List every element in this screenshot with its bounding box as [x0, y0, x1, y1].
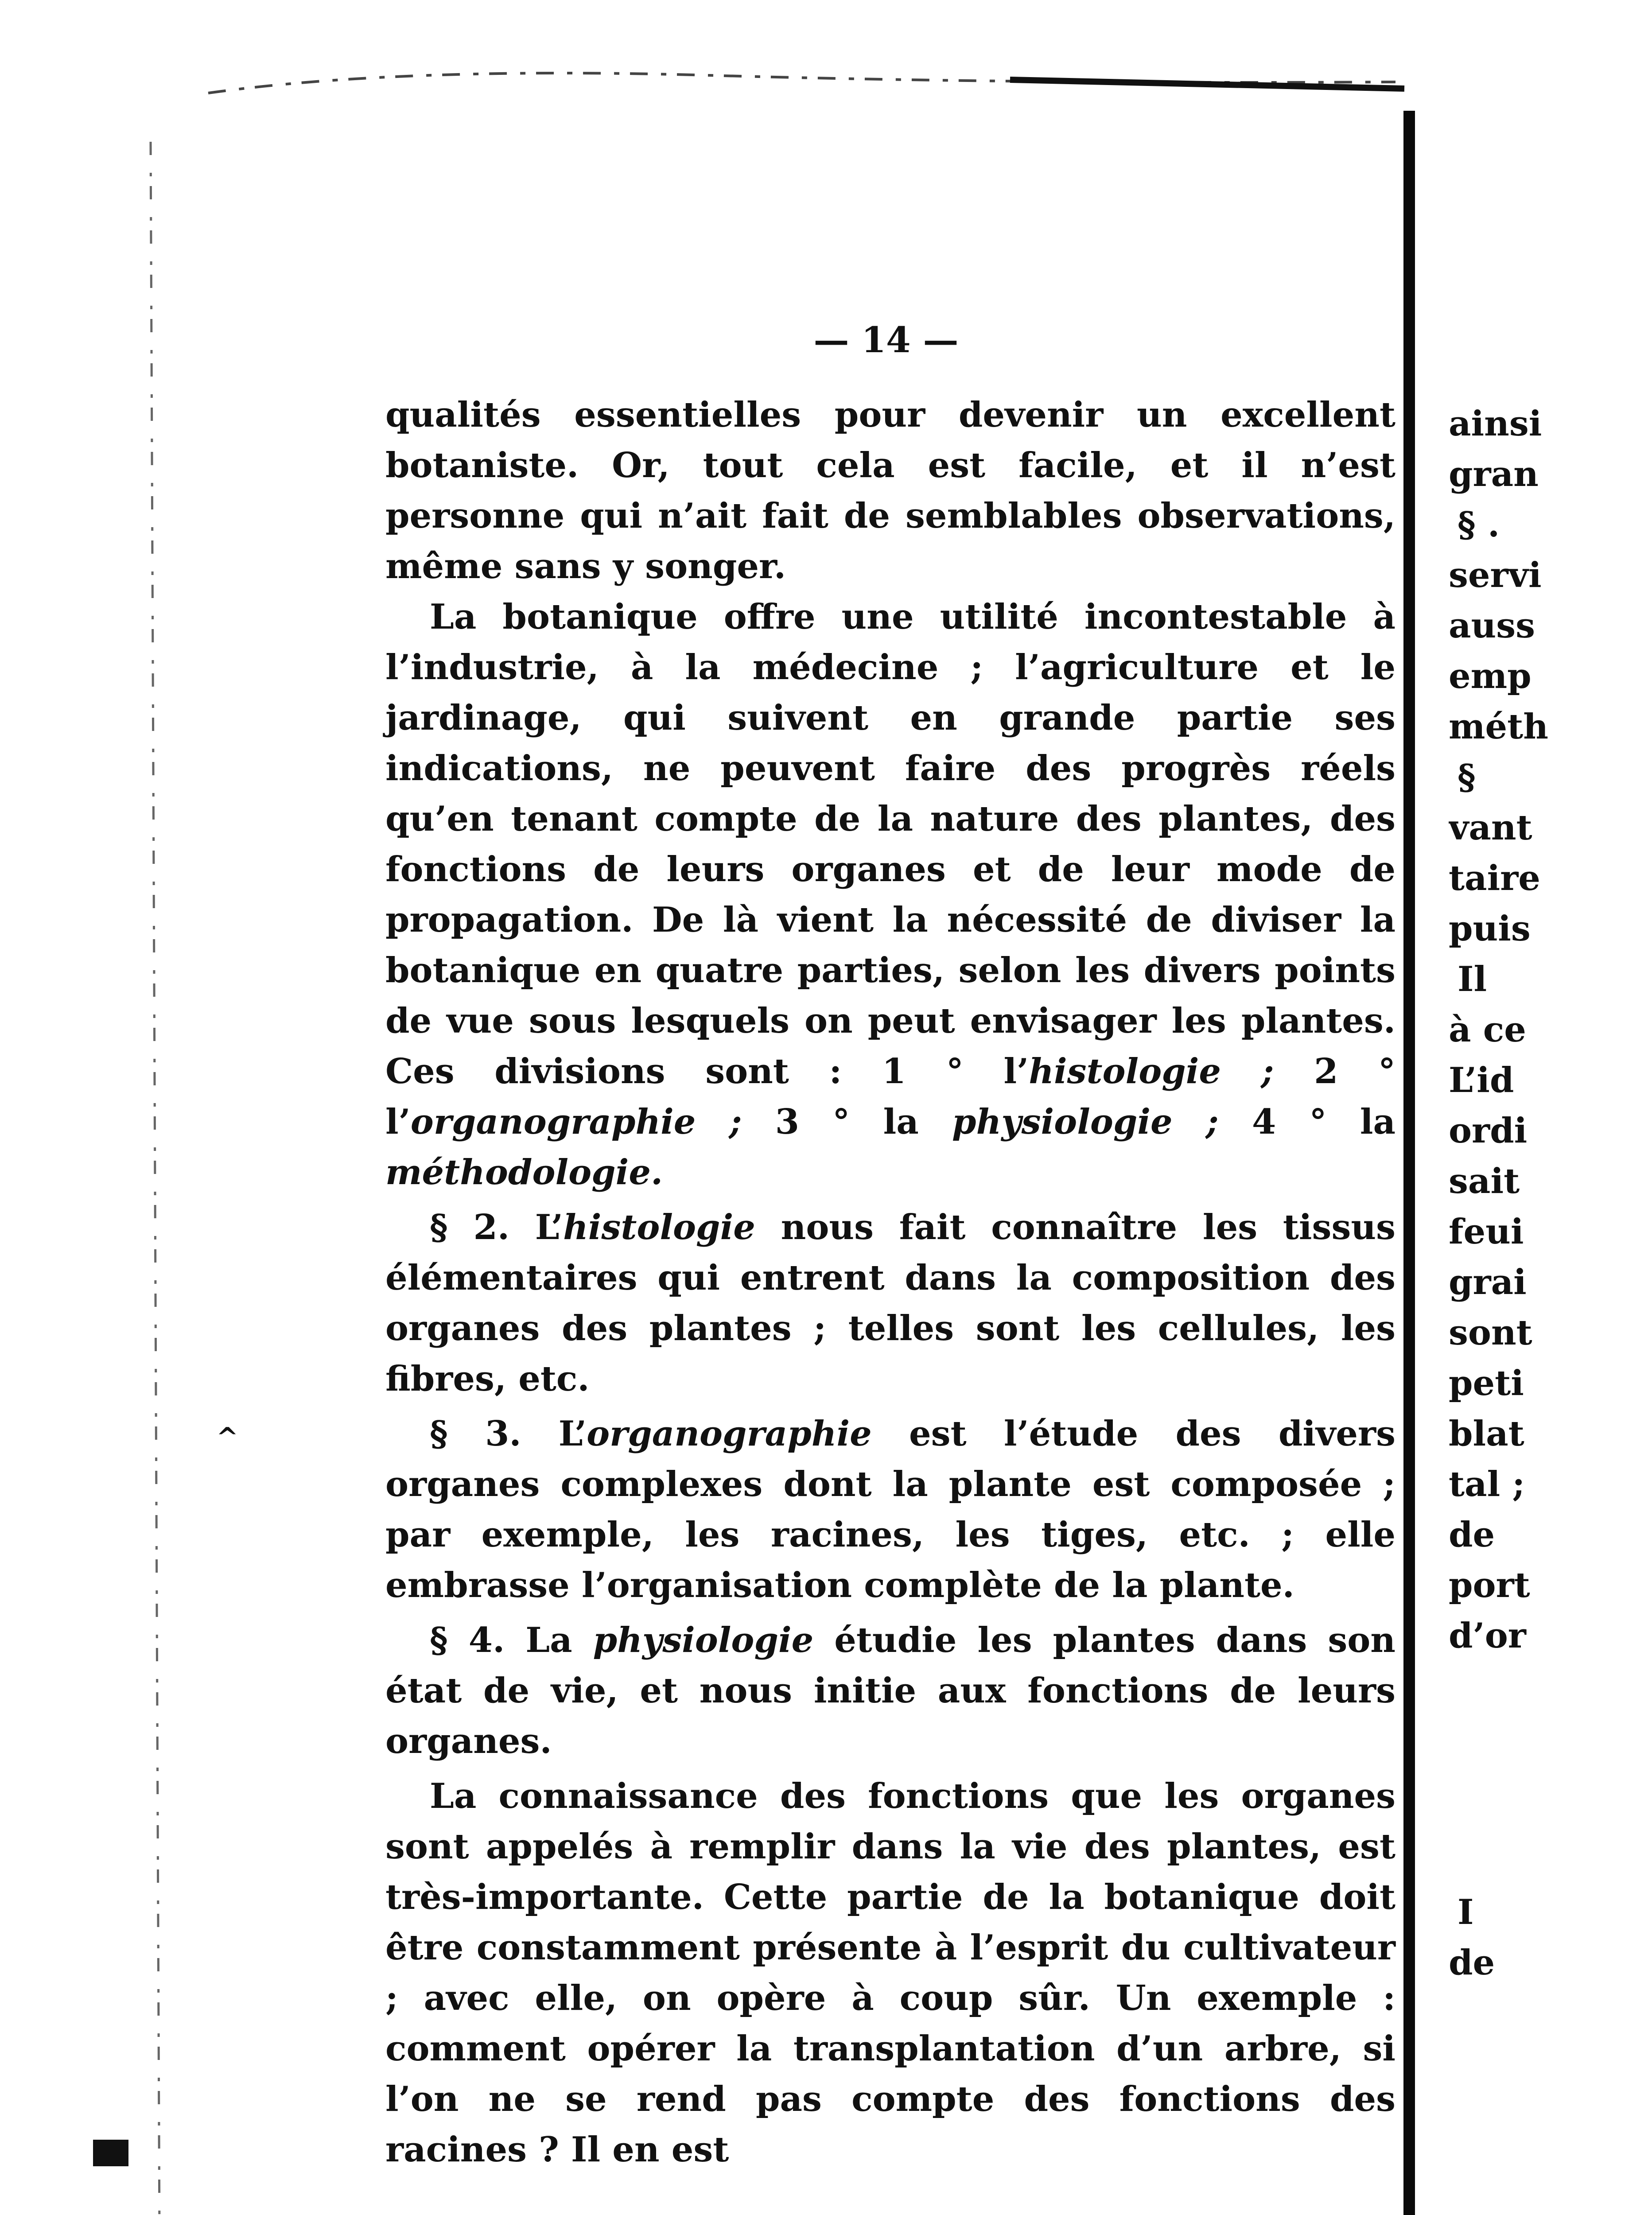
facing-fragment: de: [1449, 1943, 1495, 1983]
section-2-paragraph: [385, 1202, 1395, 1404]
term-histologie: histologie ;: [1029, 1051, 1274, 1092]
page-gutter-rule: [1403, 111, 1415, 2215]
facing-fragment: Il: [1458, 959, 1487, 999]
paragraph-2-text-c: 3 ° la: [742, 1102, 952, 1142]
paragraph-2-text-d: 4 ° la: [1218, 1102, 1395, 1142]
facing-fragment: port: [1449, 1565, 1530, 1605]
paragraph-6: La connaissance des fonctions que les organes sont appelés à remplir dans la vie des plantes, est très-importante. Cette partie de la botanique doit être constamment présente à l’esprit du cultivateur ; avec elle, on opère à coup sûr. Un exemple : comment opérer la transplantation d’un arbre, si l’on ne se rend pas compte des fonctions des racines ? Il en est: [385, 1776, 1395, 2170]
section-3-lead: § 3. L’: [430, 1414, 587, 1454]
facing-fragment: §: [1458, 757, 1476, 797]
term-methodologie: méthodologie.: [385, 1152, 663, 1193]
facing-fragment: tal ;: [1449, 1464, 1525, 1504]
facing-fragment: emp: [1449, 656, 1532, 696]
facing-fragment: à ce: [1449, 1010, 1526, 1050]
facing-page-bottom-fragments: [1449, 1887, 1617, 1988]
facing-fragment: gran: [1449, 454, 1539, 494]
facing-fragment: de: [1449, 1515, 1495, 1555]
facing-fragment: peti: [1449, 1363, 1524, 1403]
facing-fragment: taire: [1449, 858, 1540, 898]
facing-fragment: blat: [1449, 1414, 1524, 1454]
facing-fragment: servi: [1449, 555, 1542, 595]
main-text-column: [385, 390, 1395, 2175]
term-organographie: organographie ;: [410, 1102, 742, 1142]
facing-fragment: grai: [1449, 1262, 1527, 1302]
section-4-paragraph: [385, 1615, 1395, 1767]
section-4-text: étudie les plantes dans son état de vie, et nous initie aux fonctions de leurs organes.: [385, 1620, 1395, 1761]
paragraph-1: qualités essentielles pour devenir un excellent botaniste. Or, tout cela est facile, et il n’est personne qui n’ait fait de semblables observations, même sans y songer.: [385, 395, 1395, 587]
facing-fragment: auss: [1449, 606, 1535, 646]
section-3-paragraph: [385, 1409, 1395, 1611]
facing-fragment: I: [1458, 1892, 1474, 1932]
paragraph-2-text-b: 2 ° l’: [385, 1051, 1395, 1142]
section-2-lead: § 2. L’: [430, 1207, 564, 1247]
section-3-text: est l’étude des divers organes complexes dont la plante est composée ; par exemple, les racines, les tiges, etc. ; elle embrasse l’organisation complète de la plante.: [385, 1414, 1395, 1605]
term-physiologie: physiologie ;: [952, 1102, 1219, 1142]
facing-fragment: sait: [1449, 1161, 1520, 1201]
facing-fragment: puis: [1449, 909, 1531, 949]
section-2-text: nous fait connaître les tissus élémentaires qui entrent dans la composition des organes des plantes ; telles sont les cellules, les fibres, etc.: [385, 1207, 1395, 1399]
facing-fragment: sont: [1449, 1313, 1532, 1353]
paragraph-2: [385, 592, 1395, 1198]
facing-fragment: L’id: [1449, 1060, 1514, 1100]
facing-fragment: méth: [1449, 707, 1548, 747]
section-2-term: histologie: [563, 1207, 755, 1247]
stray-caret-mark: ^: [216, 1422, 239, 1453]
facing-fragment: ainsi: [1449, 404, 1542, 444]
facing-fragment: ordi: [1449, 1111, 1528, 1151]
facing-fragment: vant: [1449, 808, 1532, 848]
section-3-term: organographie: [587, 1414, 872, 1454]
facing-fragment: feui: [1449, 1212, 1524, 1252]
section-4-term: physiologie: [593, 1620, 814, 1660]
paragraph-2-text-a: La botanique offre une utilité incontestable à l’industrie, à la médecine ; l’agriculture et le jardinage, qui suivent en grande partie ses indications, ne peuvent faire des progrès réels qu’en tenant compte de la nature des plantes, des fonctions de leurs organes et de leur mode de propagation. De là vient la nécessité de diviser la botanique en quatre parties, selon les divers points de vue sous lesquels on peut envisager les plantes. Ces divisions sont : 1 ° l’: [385, 597, 1395, 1092]
facing-fragment: § .: [1458, 505, 1500, 545]
page-number: — 14 —: [813, 319, 959, 361]
facing-page-fragments: [1449, 399, 1617, 1661]
section-4-lead: § 4. La: [430, 1620, 593, 1660]
facing-fragment: d’or: [1449, 1616, 1526, 1656]
